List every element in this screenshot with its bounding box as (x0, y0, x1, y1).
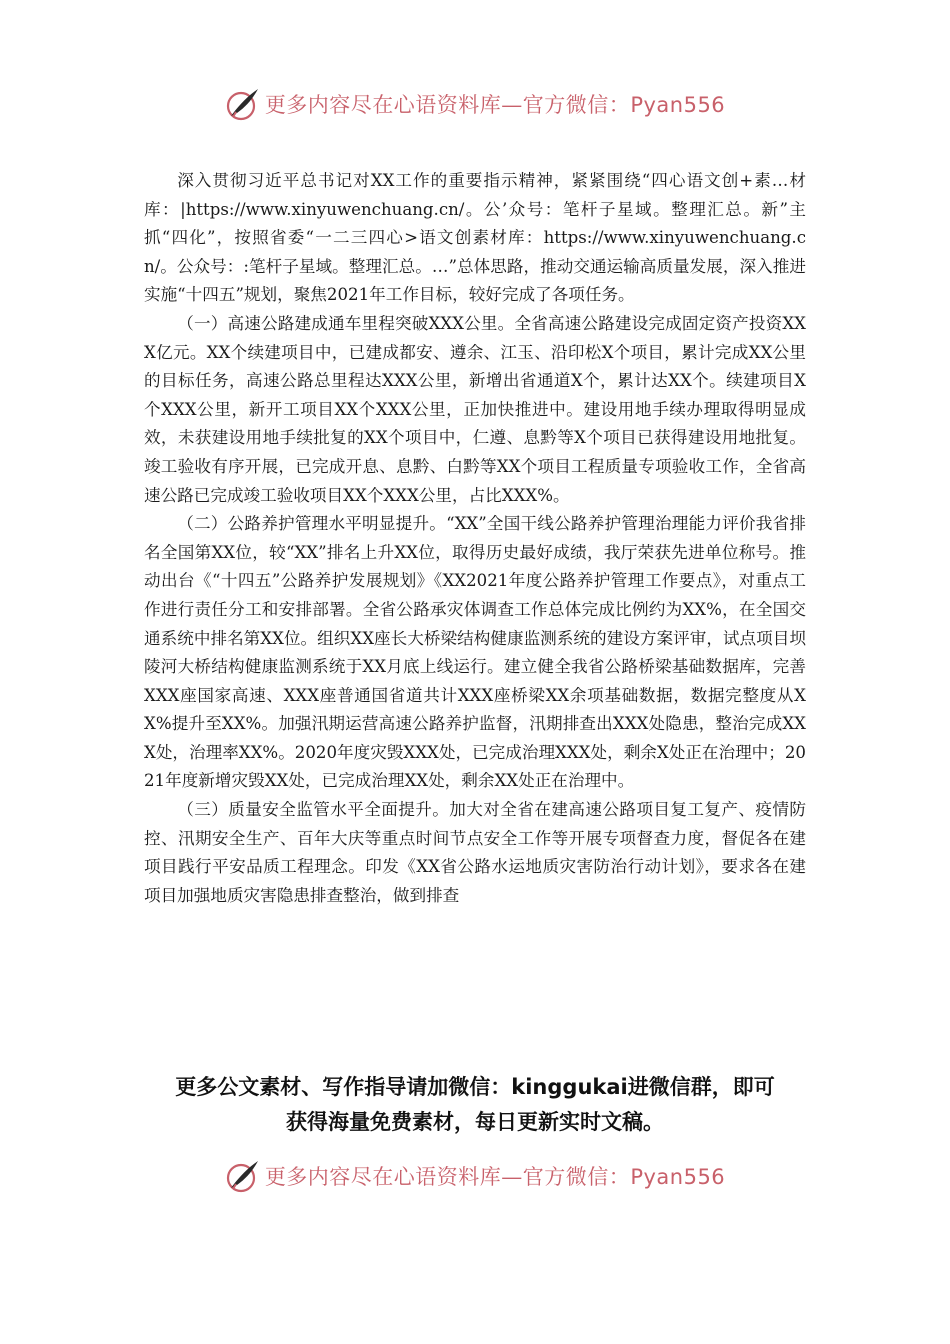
paragraph-highway: （一）高速公路建成通车里程突破XXX公里。全省高速公路建设完成固定资产投资XXX亿元。XX个续建项目中，已建成都安、遵余、江玉、沿印松X个项目，累计完成XX公里的目标任务，高速公路总里程达XXX公里，新增出省通道X个，累计达XX个。续建项目X个XXX公里，新开工项目XX个XXX公里，正加快推进中。建设用地手续办理取得明显成效，未获建设用地手续批复的XX个项目中，仁遵、息黔等X个项目已获得建设用地批复。竣工验收有序开展，已完成开息、息黔、白黔等XX个项目工程质量专项验收工作，全省高速公路已完成竣工验收项目XX个XXX公里，占比XXX%。 (144, 313, 806, 505)
watermark-text: 更多内容尽在心语资料库—官方微信：Pyan556 (264, 93, 726, 117)
watermark-banner-bottom (0, 1156, 950, 1196)
quill-pen-logo-icon (225, 86, 261, 122)
paragraph-maintenance: （二）公路养护管理水平明显提升。“XX”全国干线公路养护管理治理能力评价我省排名全国第XX位，较“XX”排名上升XX位，取得历史最好成绩，我厅荣获先进单位称号。推动出台《“十四五”公路养护发展规划》《XX2021年度公路养护管理工作要点》，对重点工作进行责任分工和安排部署。全省公路承灾体调查工作总体完成比例约为XX%，在全国交通系统中排名第XX位。组织XX座长大桥梁结构健康监测系统的建设方案评审，试点项目坝陵河大桥结构健康监测系统于XX月底上线运行。建立健全我省公路桥梁基础数据库，完善XXX座国家高速、XXX座普通国省道共计XXX座桥梁XX余项基础数据，数据完整度从XX%提升至XX%。加强汛期运营高速公路养护监督，汛期排查出XXX处隐患，整治完成XXX处，治理率XX%。2020年度灾毁XXX处，已完成治理XXX处，剩余X处正在治理中；2021年度新增灾毁XX处，已完成治理XX处，剩余XX处正在治理中。 (144, 514, 806, 791)
watermark-banner-top (0, 84, 950, 124)
watermark-account: Pyan556 (630, 1165, 726, 1189)
watermark-text: 更多内容尽在心语资料库—官方微信：Pyan556 (264, 1165, 726, 1189)
promo-line-1: 更多公文素材、写作指导请加微信：kinggukai进微信群，即可 (175, 1075, 775, 1099)
document-body (144, 167, 806, 910)
promo-notice (130, 1070, 820, 1140)
quill-pen-logo-icon (225, 1158, 261, 1194)
watermark-account: Pyan556 (630, 93, 726, 117)
paragraph-safety: （三）质量安全监管水平全面提升。加大对全省在建高速公路项目复工复产、疫情防控、汛期安全生产、百年大庆等重点时间节点安全工作等开展专项督查力度，督促各在建项目践行平安品质工程理念。印发《XX省公路水运地质灾害防治行动计划》，要求各在建项目加强地质灾害隐患排查整治，做到排查 (144, 800, 806, 905)
paragraph-intro: 深入贯彻习近平总书记对XX工作的重要指示精神，紧紧围绕“四心语文创+素…材库：|https://www.xinyuwenchuang.cn/。公’众号：笔杆子星域。整理汇总。新”主抓“四化”，按照省委“一二三四心>语文创素材库：https://www.xinyuwenchuang.cn/。公众号：:笔杆子星域。整理汇总。…”总体思路，推动交通运输高质量发展，深入推进实施“十四五”规划，聚焦2021年工作目标，较好完成了各项任务。 (144, 171, 806, 305)
promo-line-2: 获得海量免费素材，每日更新实时文稿。 (286, 1110, 664, 1134)
